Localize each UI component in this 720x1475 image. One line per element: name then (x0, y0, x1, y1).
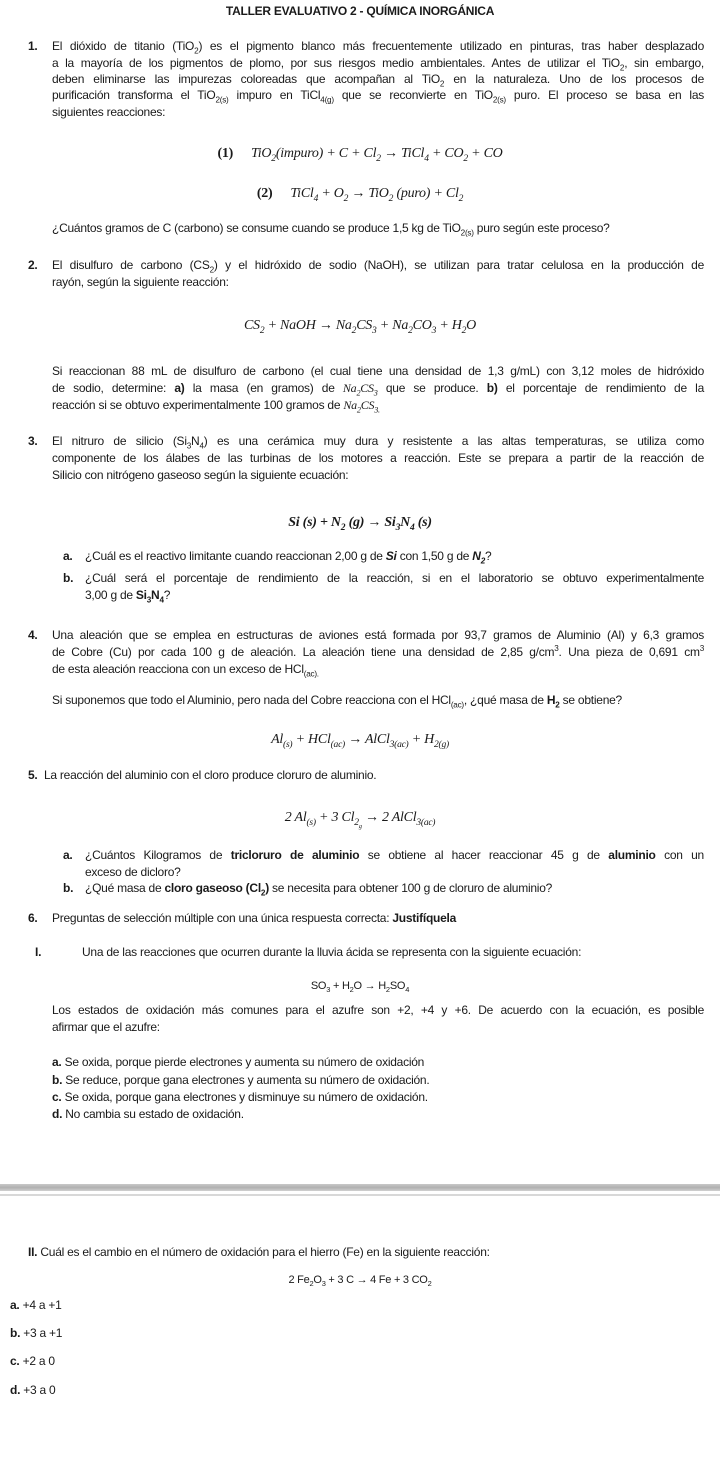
option-text: +3 a +1 (23, 1326, 63, 1340)
text-line: Si reaccionan 88 mL de disulfuro de carbono (el cual tiene una densidad de 1,3 g/mL) con 3,12 moles de hidróxido (52, 364, 704, 378)
text-line: Una de las reacciones que ocurren durante la lluvia ácida se representa con la siguiente ecuación: (82, 945, 582, 959)
option-d (10, 1382, 55, 1398)
option-text: Se reduce, porque gana electrones y aumenta su número de oxidación. (65, 1073, 430, 1087)
option-c (52, 1089, 428, 1105)
text-line: Una aleación que se emplea en estructuras de aviones está formada por 93,7 gramos de Aluminio (Al) y 6,3 gramos (52, 628, 704, 642)
subquestion-label: II. (28, 1245, 38, 1259)
item-label: a. (63, 848, 73, 862)
subquestion-text: Cuál es el cambio en el número de oxidación para el hierro (Fe) en la siguiente reacción: (40, 1245, 490, 1259)
option-label: c. (10, 1354, 20, 1368)
text-line: a la mayoría de los pigmentos de plomo, por sus riesgos medio ambientales. Antes de utilizar el TiO$_2$, sin embargo, (52, 56, 705, 73)
text-line: deben eliminarse las impurezas coloreadas que acompañan al TiO$_2$ en la naturaleza. Uno de los procesos de (52, 72, 704, 89)
option-text: +2 a 0 (22, 1354, 55, 1368)
subquestion-II (28, 1244, 490, 1260)
text-line: Preguntas de selección múltiple con una única respuesta correcta: Justifíquela (52, 911, 457, 925)
question-text: ¿Cuántos gramos de C (carbono) se consume cuando se produce 1,5 kg de TiO$_{2(s)}$ puro según este proceso? (52, 221, 610, 238)
option-a (52, 1054, 424, 1070)
question-number: 2. (28, 258, 38, 272)
option-label: a. (52, 1055, 62, 1069)
text-line: Los estados de oxidación más comunes para el azufre son +2, +4 y +6. De acuerdo con la ecuación, es posible (52, 1003, 704, 1017)
option-label: d. (10, 1383, 21, 1397)
item-label: b. (63, 571, 74, 585)
option-b (10, 1325, 62, 1341)
equation-1 (0, 146, 720, 162)
text-line: de sodio, determine: a) la masa (en gramos) de $Na_2CS_3$ que se produce. b) el porcentaje de rendimiento de la (52, 381, 704, 398)
equation: 2 $Fe_2O_3 + 3$ C → 4 Fe + 3 $CO_2$ (288, 1274, 432, 1289)
text-line: La reacción del aluminio con el cloro produce cloruro de aluminio. (44, 768, 377, 782)
text-line: de Cobre (Cu) por cada 100 g de aleación. La aleación tiene una densidad de 2,85 $g/cm^3$. Una pieza de 0,691 $cm^3$ (52, 644, 704, 659)
text-line: El disulfuro de carbono $(CS_2)$ y el hidróxido de sodio (NaOH), se utilizan para tratar celulosa en la producción de (52, 258, 704, 275)
text-line: 3,00 g de $Si_3N_4$? (85, 588, 171, 605)
text-line: purificación transforma el TiO$_{2(s)}$ impuro en TiCl$_{4(g)}$ que se reconvierte en TiO$_{2(s)}$ puro. El proceso se basa en las (52, 88, 705, 105)
text-line: siguientes reacciones: (52, 105, 166, 119)
option-text: No cambia su estado de oxidación. (65, 1107, 244, 1121)
equation: $SO_3 + H_2O \to H_2SO_4$ (310, 980, 410, 995)
option-label: d. (52, 1107, 63, 1121)
option-label: b. (52, 1073, 63, 1087)
text-line: afirmar que el azufre: (52, 1020, 160, 1034)
text-line: Silicio con nitrógeno gaseoso según la siguiente ecuación: (52, 468, 349, 482)
text-line: ¿Cuál será el porcentaje de rendimiento de la reacción, si en el laboratorio se obtuvo experimentalmente (85, 571, 704, 585)
option-text: Se oxida, porque pierde electrones y aumenta su número de oxidación (64, 1055, 425, 1069)
equation: $Al_{(s)} + HCl_{(ac)}$ → AlCl$_{3(ac)}$ + $H_{2(g)}$ (271, 732, 449, 750)
text-line: de esta aleación reacciona con un exceso de HCl$_{(ac).}$ (52, 662, 319, 679)
text-line: El dióxido de titanio (TiO$_2$) es el pigmento blanco más frecuentemente utilizado en pinturas, tras haber desplazado (52, 39, 704, 56)
option-text: Se oxida, porque gana electrones y disminuye su número de oxidación. (64, 1090, 428, 1104)
question-number: 3. (28, 434, 38, 448)
option-text: +4 a +1 (22, 1298, 62, 1312)
question-number: 6. (28, 911, 38, 925)
text-line: Si suponemos que todo el Aluminio, pero nada del Cobre reacciona con el HCl$_{(ac)}$, ¿qué masa de $H_2$ se obtiene? (52, 693, 622, 710)
equation-text: TiCl$_4$ + $O_2 \to TiO_2$ (puro) + $Cl_2$ (290, 186, 464, 204)
page-separator (0, 1184, 720, 1191)
text-line: El nitruro de silicio $(Si_3N_4)$ es una cerámica muy dura y resistente a las altas temperaturas, se utiliza como (52, 434, 704, 451)
subquestion-label: I. (35, 945, 42, 959)
equation-label: (2) (256, 186, 273, 201)
item-b-text: ¿Qué masa de cloro gaseoso $(Cl_2)$ se necesita para obtener 100 g de cloruro de aluminio? (85, 881, 553, 898)
option-label: a. (10, 1298, 20, 1312)
option-c (10, 1353, 55, 1369)
text-line: reacción si se obtuvo experimentalmente 100 gramos de $Na_2CS_{3.}$ (52, 398, 380, 415)
option-text: +3 a 0 (23, 1383, 56, 1397)
question-number: 4. (28, 628, 38, 642)
option-b (52, 1072, 429, 1088)
item-label: a. (63, 549, 73, 563)
question-number: 1. (28, 39, 38, 53)
text-line: exceso de dicloro? (85, 865, 181, 879)
equation: 2 $Al_{(s)} + 3$ $Cl_{2_g} \to 2$ AlCl$_{3(ac)}$ (284, 810, 436, 830)
equation: Si $(s) + N_2$ $(g) \to Si_3N_4$ (s) (288, 515, 432, 533)
equation-text: TiO$_2$(impuro) + $C + Cl_2$ → TiCl$_4$ + $CO_2$ + CO (251, 146, 503, 164)
document-title: TALLER EVALUATIVO 2 - QUÍMICA INORGÁNICA (225, 4, 495, 18)
option-a (10, 1297, 62, 1313)
item-label: b. (63, 881, 74, 895)
question-number: 5. (28, 768, 38, 782)
item-a-text: ¿Cuál es el reactivo limitante cuando reaccionan 2,00 g de Si con 1,50 g de $N_2$? (85, 549, 492, 566)
option-label: c. (52, 1090, 62, 1104)
text-line: ¿Cuántos Kilogramos de tricloruro de aluminio se obtiene al hacer reaccionar 45 g de aluminio con un (85, 848, 704, 862)
text-line: rayón, según la siguiente reacción: (52, 275, 229, 289)
text-line: componente de los álabes de las turbinas de los motores a reacción. Este se prepara a partir de la reacción de (52, 451, 704, 465)
equation-label: (1) (217, 146, 234, 161)
page-separator-line (0, 1194, 720, 1196)
option-label: b. (10, 1326, 21, 1340)
option-d (52, 1106, 244, 1122)
equation: $CS_2$ + NaOH → $Na_2CS_3 + Na_2CO_3 + H_2O$ (243, 318, 477, 336)
equation-2 (0, 186, 720, 202)
